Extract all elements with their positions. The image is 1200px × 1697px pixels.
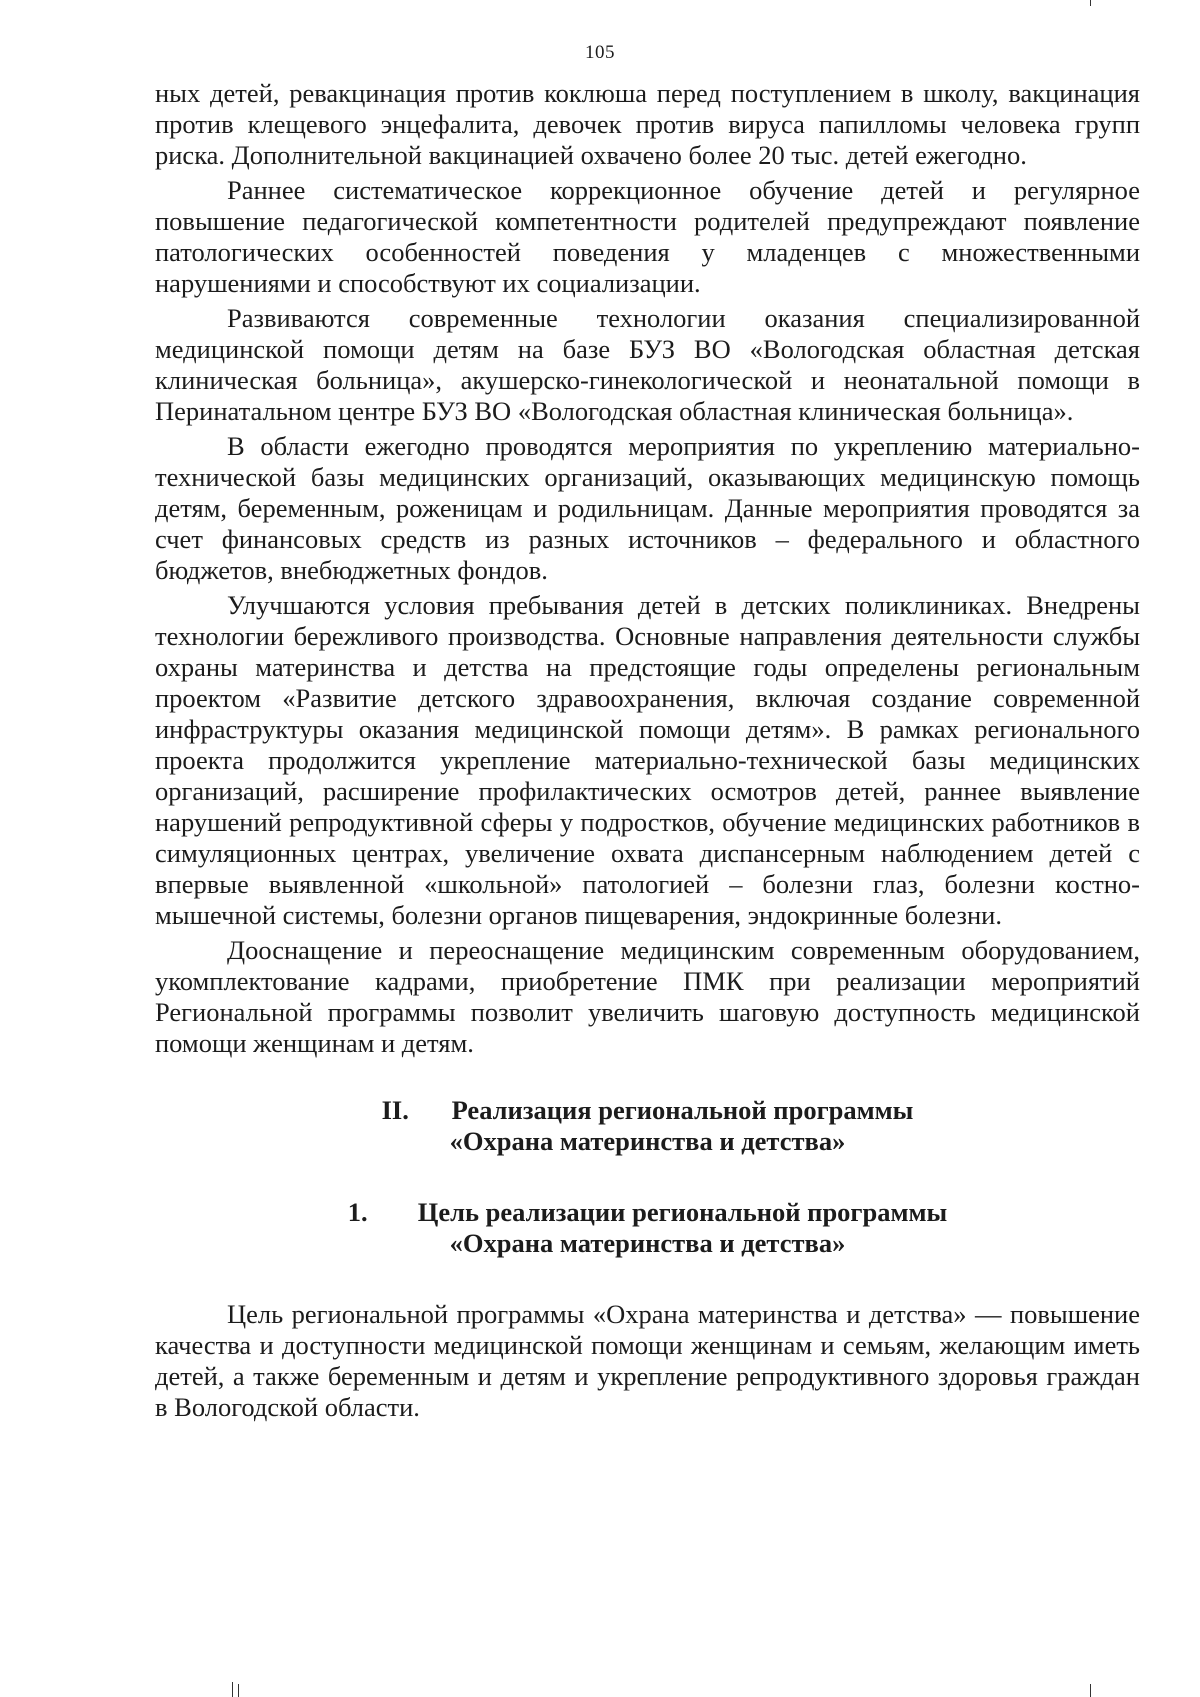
body-text bbox=[155, 78, 1140, 1423]
paragraph-vaccination: ных детей, ревакцинация против коклюша перед поступлением в школу, вакцинация против клещевого энцефалита, девочек против вируса папилломы человека групп риска. Дополнительной вакцинацией охвачено более 20 тыс. детей ежегодно. bbox=[155, 78, 1140, 170]
subsection-heading-line-1 bbox=[155, 1197, 1140, 1228]
subsection-number: 1. bbox=[347, 1197, 368, 1227]
subsection-heading bbox=[155, 1197, 1140, 1259]
section-number: II. bbox=[381, 1095, 409, 1125]
subsection-title-line-2: «Охрана материнства и детства» bbox=[449, 1228, 846, 1258]
scan-artifact-left bbox=[232, 1682, 233, 1697]
paragraph-material-base: В области ежегодно проводятся мероприятия по укреплению материально-технической базы медицинских организаций, оказывающих медицинскую помощь детям, беременным, роженицам и родильницам. Данные мероприятия проводятся за счет финансовых средств из разных источников – федерального и областного бюджетов, внебюджетных фондов. bbox=[155, 431, 1140, 585]
section-title-line-2: «Охрана материнства и детства» bbox=[449, 1126, 846, 1156]
section-title-line-1: Реализация региональной программы bbox=[451, 1095, 914, 1125]
page-number: 105 bbox=[585, 42, 615, 63]
paragraph-specialized-care: Развиваются современные технологии оказания специализированной медицинской помощи детям на базе БУЗ ВО «Вологодская областная детская клиническая больница», акушерско-гинекологической и неонатальной помощи в Перинатальном центре БУЗ ВО «Вологодская областная клиническая больница». bbox=[155, 303, 1140, 426]
scan-artifact-top-right bbox=[1090, 0, 1091, 6]
section-heading bbox=[155, 1095, 1140, 1157]
scan-artifact-right bbox=[1090, 1684, 1091, 1697]
paragraph-equipment: Дооснащение и переоснащение медицинским современным оборудованием, укомплектование кадрами, приобретение ПМК при реализации мероприятий Региональной программы позволит увеличить шаговую доступность медицинской помощи женщинам и детям. bbox=[155, 935, 1140, 1058]
subsection-title-line-1: Цель реализации региональной программы bbox=[417, 1197, 948, 1227]
paragraph-correctional-education: Раннее систематическое коррекционное обучение детей и регулярное повышение педагогической компетентности родителей предупреждают появление патологических особенностей поведения у младенцев с множественными нарушениями и способствуют их социализации. bbox=[155, 175, 1140, 298]
paragraph-polyclinic-conditions: Улучшаются условия пребывания детей в детских поликлиниках. Внедрены технологии бережливого производства. Основные направления деятельности службы охраны материнства и детства на предстоящие годы определены региональным проектом «Развитие детского здравоохранения, включая создание современной инфраструктуры оказания медицинской помощи детям». В рамках регионального проекта продолжится укрепление материально-технической базы медицинских организаций, расширение профилактических осмотров детей, раннее выявление нарушений репродуктивной сферы у подростков, обучение медицинских работников в симуляционных центрах, увеличение охвата диспансерным наблюдением детей с впервые выявленной «школьной» патологией – болезни глаз, болезни костно-мышечной системы, болезни органов пищеварения, эндокринные болезни. bbox=[155, 590, 1140, 930]
section-heading-line-1 bbox=[155, 1095, 1140, 1126]
paragraph-program-goal: Цель региональной программы «Охрана материнства и детства» — повышение качества и доступности медицинской помощи женщинам и семьям, желающим иметь детей, а также беременным и детям и укрепление репродуктивного здоровья граждан в Вологодской области. bbox=[155, 1299, 1140, 1422]
scan-artifact-left-2 bbox=[238, 1684, 239, 1697]
